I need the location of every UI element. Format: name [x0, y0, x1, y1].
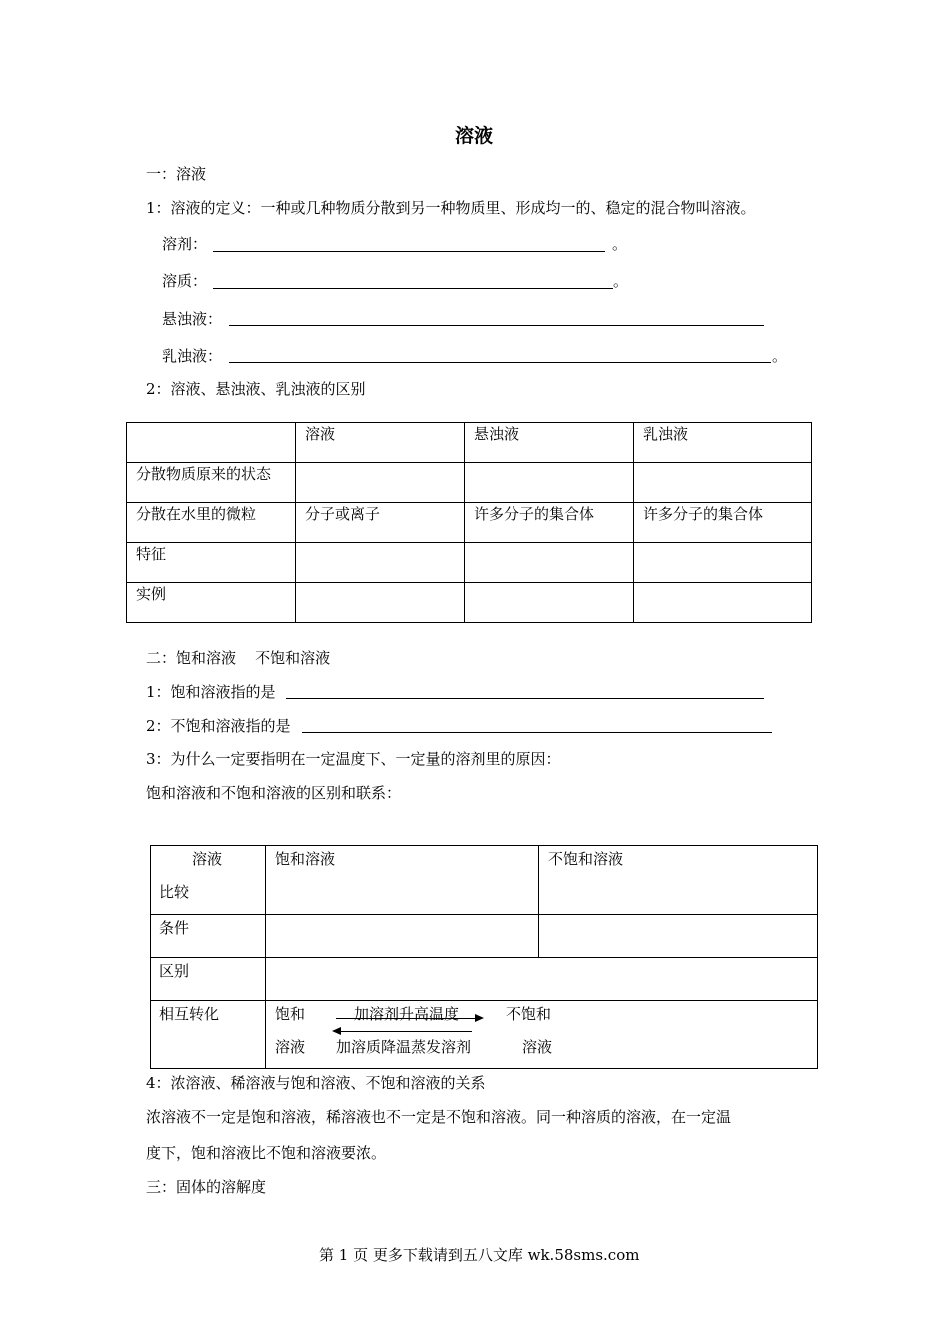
section2-heading: 二：饱和溶液 不饱和溶液: [146, 649, 331, 667]
solute-label: 溶质：: [162, 272, 208, 290]
table-cell: 特征: [127, 543, 296, 583]
section2-item4: 4：浓溶液、稀溶液与饱和溶液、不饱和溶液的关系: [146, 1074, 486, 1092]
forward-arrowhead-icon: [475, 1014, 484, 1022]
emulsion-blank[interactable]: [229, 362, 771, 363]
table-cell: 许多分子的集合体: [634, 503, 812, 543]
table-cell[interactable]: [634, 463, 812, 503]
table-cell[interactable]: [296, 543, 465, 583]
comparison-table-1: [126, 422, 812, 623]
table-cell[interactable]: [465, 543, 634, 583]
convert-right-bottom: 溶液: [522, 1038, 553, 1056]
table-cell: 实例: [127, 583, 296, 623]
suspension-label: 悬浊液：: [162, 310, 223, 328]
solute-period: 。: [613, 272, 629, 290]
table-row: [127, 463, 812, 503]
section3-heading: 三：固体的溶解度: [146, 1178, 267, 1196]
relation-paragraph-line1: 浓溶液不一定是饱和溶液，稀溶液也不一定是不饱和溶液。同一种溶质的溶液，在一定温: [146, 1108, 732, 1126]
unsaturated-def-blank[interactable]: [302, 732, 772, 733]
table-cell[interactable]: [296, 463, 465, 503]
section1-item2: 2：溶液、悬浊液、乳浊液的区别: [146, 380, 366, 398]
solvent-period: 。: [612, 235, 628, 253]
section1-heading: 一：溶液: [146, 165, 207, 183]
table-cell: 许多分子的集合体: [465, 503, 634, 543]
header-unsaturated: 不饱和溶液: [548, 850, 624, 868]
convert-left-top: 饱和: [275, 1005, 306, 1023]
emulsion-period: 。: [772, 347, 788, 365]
suspension-blank[interactable]: [229, 325, 764, 326]
page-title: 溶液: [455, 125, 494, 147]
relation-paragraph-line2: 度下，饱和溶液比不饱和溶液要浓。: [146, 1144, 387, 1162]
solvent-label: 溶剂：: [162, 235, 208, 253]
table-header-solution: 溶液: [296, 423, 465, 463]
table-cell: 分散在水里的微粒: [127, 503, 296, 543]
header-saturated: 饱和溶液: [275, 850, 336, 868]
table-row: [127, 503, 812, 543]
table-row: [127, 543, 812, 583]
table-cell: 分子或离子: [296, 503, 465, 543]
comparison-table-2: [150, 845, 818, 1069]
table-cell: [127, 423, 296, 463]
section2-item3: 3：为什么一定要指明在一定温度下、一定量的溶剂里的原因：: [146, 750, 561, 768]
backward-arrow: [340, 1031, 472, 1032]
table-header-suspension: 悬浊液: [465, 423, 634, 463]
table-cell[interactable]: [296, 583, 465, 623]
convert-right-top: 不饱和: [506, 1005, 552, 1023]
corner-label-bottom: 比较: [159, 883, 190, 901]
convert-left-bottom: 溶液: [275, 1038, 306, 1056]
corner-label-top: 溶液: [192, 850, 223, 868]
convert-forward-label: 加溶剂升高温度: [354, 1005, 460, 1023]
saturated-def-label: 1：饱和溶液指的是: [146, 683, 276, 701]
saturated-def-blank[interactable]: [286, 698, 764, 699]
table-cell: 分散物质原来的状态: [127, 463, 296, 503]
row-difference: 区别: [159, 962, 190, 980]
unsaturated-def-label: 2：不饱和溶液指的是: [146, 717, 291, 735]
table-row: [127, 423, 812, 463]
emulsion-label: 乳浊液：: [162, 347, 223, 365]
table-cell[interactable]: [465, 583, 634, 623]
table-header-emulsion: 乳浊液: [634, 423, 812, 463]
backward-arrowhead-icon: [332, 1027, 341, 1035]
solvent-blank[interactable]: [213, 251, 605, 252]
row-condition: 条件: [159, 919, 190, 937]
table-cell[interactable]: [634, 583, 812, 623]
row-convert: 相互转化: [159, 1005, 220, 1023]
solute-blank[interactable]: [213, 288, 613, 289]
table-row: [127, 583, 812, 623]
definition-text: 1：溶液的定义：一种或几种物质分散到另一种物质里、形成均一的、稳定的混合物叫溶液。: [146, 199, 756, 217]
table-cell[interactable]: [634, 543, 812, 583]
page-footer: 第 1 页 更多下载请到五八文库 wk.58sms.com: [319, 1246, 640, 1264]
forward-arrow: [336, 1018, 476, 1019]
convert-backward-label: 加溶质降温蒸发溶剂: [336, 1038, 472, 1056]
compare-title: 饱和溶液和不饱和溶液的区别和联系：: [146, 784, 402, 802]
table-cell[interactable]: [465, 463, 634, 503]
